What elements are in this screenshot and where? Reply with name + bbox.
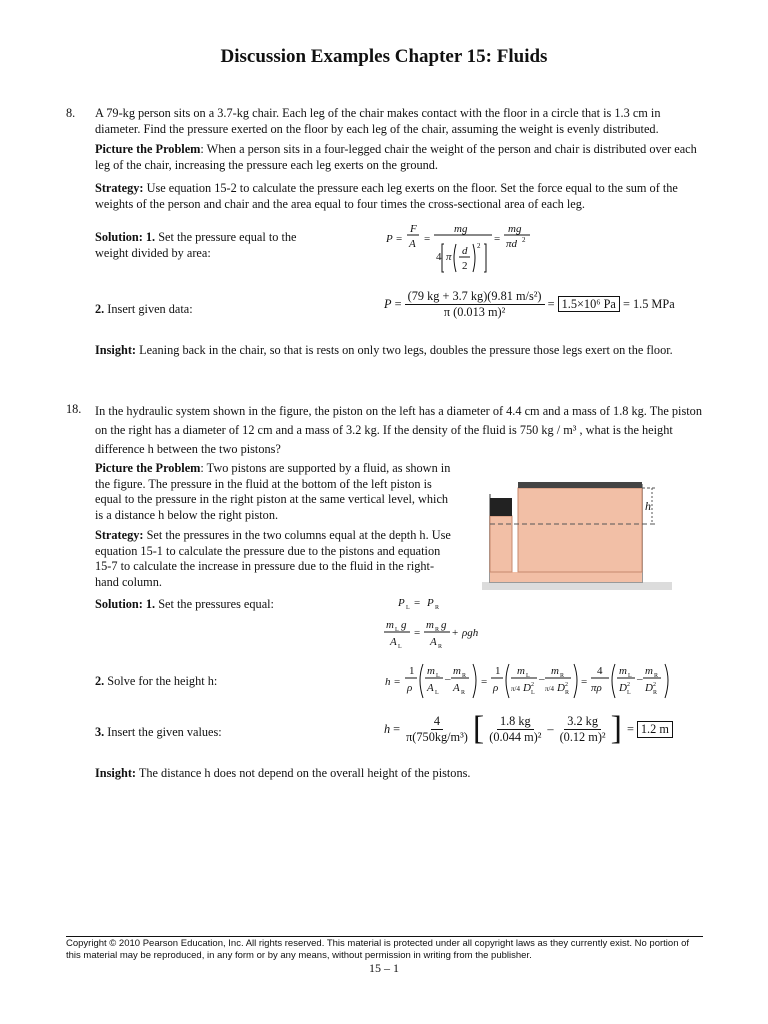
svg-text:g: g [441,619,447,631]
svg-text:R: R [461,690,466,696]
hydraulic-figure [482,474,672,594]
label: Insight: [95,343,137,357]
svg-text:2: 2 [462,260,468,272]
problem-8-step2 [95,302,193,318]
svg-text:m: m [551,665,559,677]
text: Set the pressures in the two columns equal at the depth h. Use equation 15-1 to calculate the pressure due to the pistons and equation 15-7 to calculate the increase in pressure due to the fluid in the right-hand column. [95,528,451,589]
numerator: 4 [431,714,443,730]
equation-18-2 [383,660,673,702]
denominator: π (0.013 m)² [443,305,506,319]
svg-text:2: 2 [627,682,630,688]
text: : When a person sits in a four-legged chair the weight of the person and chair is distributed over each leg of the chair, increasing the pressure each leg exerts on the ground. [95,142,697,172]
problem-18-strategy [95,528,455,590]
svg-text:–: – [539,673,545,685]
boxed-answer: 1.5×10⁶ Pa [558,296,620,312]
numerator: (79 kg + 3.7 kg)(9.81 m/s²) [405,289,545,305]
svg-text:m: m [453,665,461,677]
answer-tail: = 1.5 MPa [622,297,675,311]
svg-text:A: A [430,636,437,648]
svg-text:1: 1 [495,665,501,677]
label: Strategy: [95,181,144,195]
page-title: Discussion Examples Chapter 15: Fluids [220,46,548,67]
svg-text:2: 2 [565,682,568,688]
svg-text:L: L [531,690,535,696]
text: Insert the given values: [104,725,222,739]
problem-8-picture [95,142,705,173]
floor [482,582,672,590]
svg-text:R: R [435,605,440,611]
svg-text:=: = [396,233,403,245]
svg-text:m: m [386,619,394,631]
text: Leaning back in the chair, so that is rests on only two legs, doubles the pressure those legs exert on the floor. [136,343,673,357]
label: Solution: 1. [95,230,156,244]
svg-text:R: R [462,673,467,679]
svg-text:R: R [438,644,443,650]
svg-text:=: = [394,676,401,688]
svg-text:=: = [481,676,488,688]
svg-text:=: = [414,597,421,609]
svg-text:A: A [427,682,434,694]
svg-text:R: R [435,627,440,633]
svg-text:L: L [406,605,410,611]
label: Picture the Problem [95,461,201,475]
svg-text:A: A [390,636,397,648]
h-label: h [645,499,651,513]
text: : Two pistons are supported by a fluid, as shown in the figure. The pressure in the fluid at the bottom of the left piston is equal to the pressure in the right piston at the same vertical level, which is a distance h below the right piston. [95,461,451,522]
svg-text:=: = [581,676,588,688]
denominator: π(750kg/m³) [406,729,468,744]
numerator: 1.8 kg [497,714,534,730]
svg-text:g: g [401,619,407,631]
text: Set the pressure equal to the weight divided by area: [95,230,297,260]
svg-text:2: 2 [477,242,481,250]
svg-text:πρ: πρ [591,682,602,694]
footer-divider [66,936,703,937]
svg-text:R: R [654,673,659,679]
svg-text:F: F [410,223,417,235]
text: The distance h does not depend on the overall height of the pistons. [136,766,471,780]
problem-8-strategy [95,181,705,212]
svg-text:R: R [653,690,658,696]
svg-text:1: 1 [409,665,415,677]
svg-text:L: L [526,673,530,679]
svg-text:m: m [517,665,525,677]
svg-text:π: π [446,251,452,263]
right-piston [518,482,642,488]
svg-text:L: L [398,644,402,650]
svg-text:mg: mg [508,223,522,235]
svg-text:L: L [435,690,439,696]
equation-8-1 [384,220,534,276]
problem-18-step1 [95,597,274,613]
label: Strategy: [95,528,144,542]
label: Picture the Problem [95,142,201,156]
svg-text:R: R [560,673,565,679]
text: Insert given data: [104,302,193,316]
numerator: 3.2 kg [564,714,601,730]
svg-text:πd: πd [506,238,518,250]
term-right [557,714,609,745]
equation-18-1 [382,590,512,652]
label: Solution: 1. [95,597,156,611]
text: Solve for the height h: [104,674,218,688]
svg-text:L: L [436,673,440,679]
svg-text:d: d [462,245,468,257]
term-left [486,714,544,745]
right-column [518,488,642,572]
svg-text:2: 2 [531,682,534,688]
left-piston [490,498,512,516]
svg-text:m: m [619,665,627,677]
svg-text:A: A [409,238,416,250]
svg-text:m: m [426,619,434,631]
svg-text:4: 4 [436,251,442,263]
svg-text:m: m [645,665,653,677]
svg-text:L: L [628,673,632,679]
problem-18-insight [95,766,705,782]
boxed-answer: 1.2 m [637,721,673,738]
equation-18-3: h = $\frac{4}{\text{π(750kg/m³)}}$ [ $\frac{1.8 kg}{\text{(0.044 m)²}}$ – $\frac{3.2 kg}{\text{(0.12 m)²}}$ ] = 1.2 m [384,712,673,746]
svg-text:P: P [427,597,434,609]
svg-text:=: = [494,233,501,245]
problem-18-picture [95,461,455,523]
svg-text:2: 2 [653,682,656,688]
svg-text:D: D [523,682,531,694]
svg-text:ρ: ρ [493,682,499,694]
svg-text:L: L [627,690,631,696]
svg-text:–: – [445,673,451,685]
svg-text:=: = [424,233,431,245]
svg-text:m: m [427,665,435,677]
equation-8-2: P = $\frac{\text{(79 kg + 3.7 kg)(9.81 m/s²)}}{\text{π (0.013 m)²}}$ = 1.5×10⁶ Pa = 1.5 MPa [384,289,675,319]
svg-text:h: h [385,676,391,688]
coefficient [403,714,471,745]
svg-text:D: D [645,682,653,694]
svg-text:A: A [453,682,460,694]
denominator: (0.12 m)² [559,729,606,744]
label: Insight: [95,766,137,780]
label: 2. [95,302,105,316]
svg-text:2: 2 [522,236,526,244]
svg-text:π/4: π/4 [511,685,520,693]
problem-8-step1 [95,230,305,261]
svg-text:mg: mg [454,223,468,235]
denominator: (0.044 m)² [489,729,542,744]
problem-18-step2 [95,674,217,690]
svg-text:D: D [619,682,627,694]
problem-8-statement: A 79-kg person sits on a 3.7-kg chair. Each leg of the chair makes contact with the floor in a circle that is 1.3 cm in diameter. Find the pressure exerted on the floor by each leg of the chair, assuming the weight is evenly distributed. [95,106,661,136]
svg-text:=: = [414,627,421,639]
svg-text:+: + [452,627,459,639]
svg-text:ρgh: ρgh [462,627,479,639]
copyright-footer: Copyright © 2010 Pearson Education, Inc. All rights reserved. This material is protected under all copyright laws as they currently exist. No portion of this material may be reproduced, in any form or by any means, without permission in writing from the publisher. [66,938,690,961]
problem-8-number: 8. [66,106,76,120]
svg-text:4: 4 [597,665,603,677]
svg-text:D: D [557,682,565,694]
label: 3. [95,725,105,739]
svg-text:ρ: ρ [407,682,413,694]
fraction [405,289,545,320]
problem-8-insight [95,343,705,359]
svg-text:–: – [637,673,643,685]
page-number: 15 – 1 [369,961,399,975]
text: Use equation 15-2 to calculate the pressure each leg exerts on the floor. Set the force equal to the sum of the weights of the person and chair and the area equal to four times the cross-sectional area of each leg. [95,181,678,211]
problem-18-number: 18. [66,402,82,416]
svg-text:π/4: π/4 [545,685,554,693]
label: 2. [95,674,105,688]
problem-18-step3 [95,725,222,741]
problem-18-statement: In the hydraulic system shown in the figure, the piston on the left has a diameter of 4.4 cm and a mass of 1.8 kg. The piston on the right has a diameter of 12 cm and a mass of 3.2 kg. If the density of the fluid is 750 kg / m³ , what is the height difference h between the two pistons? [95,404,702,456]
svg-text:R: R [565,690,570,696]
svg-text:P: P [386,233,393,245]
svg-text:L: L [395,627,399,633]
text: Set the pressures equal: [155,597,274,611]
svg-text:P: P [398,597,405,609]
